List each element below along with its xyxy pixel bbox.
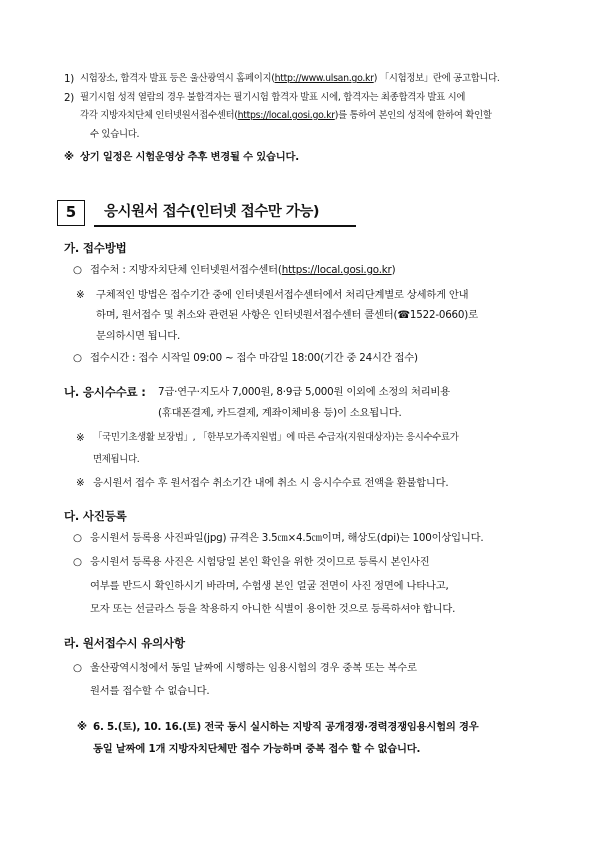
fee-exemption-line-2: 면제됩니다.: [93, 454, 140, 465]
note-1: [80, 72, 500, 86]
photo-rule-line-2: 여부를 반드시 확인하시기 바라며, 수험생 본인 얼굴 전면이 사진 정면에 나타나고,: [90, 580, 449, 592]
application-office: [90, 263, 395, 277]
fee-exemption-line-1: 「국민기초생활 보장법」, 「한부모가족지원법」에 따른 수급자(지원대상자)는 응시수수료가: [93, 432, 459, 443]
nationwide-exam-notice-line-2: 동일 날짜에 1개 지방자치단체만 접수 가능하며 중복 접수 할 수 없습니다.: [93, 743, 421, 755]
note-2-line-1: 필기시험 성적 열람의 경우 불합격자는 필기시험 합격자 발표 시에, 합격자는 최종합격자 발표 시에: [80, 92, 466, 103]
heading-application-fee: 나. 응시수수료 :: [64, 385, 146, 399]
heading-application-cautions: 라. 원서접수시 유의사항: [64, 636, 185, 650]
note-marker: ※: [76, 432, 85, 444]
fee-line-2: (휴대폰결제, 카드결제, 계좌이체비용 등)이 소요됩니다.: [158, 407, 402, 419]
note-2-line-3: 수 있습니다.: [90, 129, 140, 140]
bullet-circle: ○: [73, 264, 82, 276]
method-detail-line-1: 구체적인 방법은 접수기간 중에 인터넷원서접수센터에서 처리단계별로 상세하게 안내: [96, 289, 469, 301]
note-marker: ※: [76, 289, 85, 301]
note-1-marker: 1): [64, 73, 74, 85]
heading-photo-registration: 다. 사진등록: [64, 509, 127, 523]
ulsan-homepage-link[interactable]: http://www.ulsan.go.kr: [274, 73, 374, 84]
photo-rule-line-3: 모자 또는 선글라스 등을 착용하지 아니한 식별이 용이한 것으로 등록하셔야 합니다.: [90, 603, 456, 615]
note-2-line-2: [80, 109, 492, 123]
note-3-marker: ※: [64, 151, 75, 163]
fee-refund-notice: 응시원서 접수 후 원서접수 취소기간 내에 취소 시 응시수수료 전액을 환불합니다.: [93, 477, 449, 489]
section-number: 5: [57, 200, 85, 226]
note-2-text-a: 각각 지방자치단체 인터넷원서접수센터(: [80, 110, 238, 121]
bullet-circle: ○: [73, 662, 82, 674]
application-office-close: ): [391, 264, 396, 276]
note-2-marker: 2): [64, 92, 74, 104]
method-detail-line-3: 문의하시면 됩니다.: [96, 330, 181, 342]
nationwide-exam-notice-line-1: 6. 5.(토), 10. 16.(토) 전국 동시 실시하는 지방직 공개경쟁·경력경쟁임용시험의 경우: [93, 721, 479, 733]
heading-application-method: 가. 접수방법: [64, 241, 127, 255]
note-1-text-b: ) 「시험정보」란에 공고합니다.: [373, 73, 500, 84]
method-detail-line-2: 하며, 원서접수 및 취소와 관련된 사항은 인터넷원서접수센터 콜센터(☎1522-0660)로: [96, 309, 478, 321]
application-center-link[interactable]: https://local.gosi.go.kr: [281, 264, 392, 276]
application-office-text: 접수처 : 지방자치단체 인터넷원서접수센터(: [90, 264, 282, 276]
schedule-change-notice: 상기 일정은 시험운영상 추후 변경될 수 있습니다.: [80, 151, 299, 163]
bullet-circle: ○: [73, 556, 82, 568]
bullet-circle: ○: [73, 352, 82, 364]
note-marker: ※: [77, 721, 88, 733]
duplicate-caution-line-2: 원서를 접수할 수 없습니다.: [90, 685, 210, 697]
gosi-link[interactable]: https://local.gosi.go.kr: [237, 110, 335, 121]
bullet-circle: ○: [73, 532, 82, 544]
photo-spec: 응시원서 등록용 사진파일(jpg) 규격은 3.5㎝×4.5㎝이며, 해상도(dpi)는 100이상입니다.: [90, 532, 484, 544]
application-hours: 접수시간 : 접수 시작일 09:00 ~ 접수 마감일 18:00(기간 중 24시간 접수): [90, 352, 418, 364]
photo-rule-line-1: 응시원서 등록용 사진은 시험당일 본인 확인을 위한 것이므로 등록시 본인사진: [90, 556, 430, 568]
fee-line-1: 7급·연구·지도사 7,000원, 8·9급 5,000원 이외에 소정의 처리비용: [158, 386, 450, 398]
section-title-underline: [94, 225, 356, 227]
section-title: 응시원서 접수(인터넷 접수만 가능): [104, 204, 319, 220]
note-1-text-a: 시험장소, 합격자 발표 등은 울산광역시 홈페이지(: [80, 73, 275, 84]
note-marker: ※: [76, 477, 85, 489]
note-2-text-b: )를 통하여 본인의 성적에 한하여 확인할: [334, 110, 492, 121]
duplicate-caution-line-1: 울산광역시청에서 동일 날짜에 시행하는 임용시험의 경우 중복 또는 복수로: [90, 662, 417, 674]
